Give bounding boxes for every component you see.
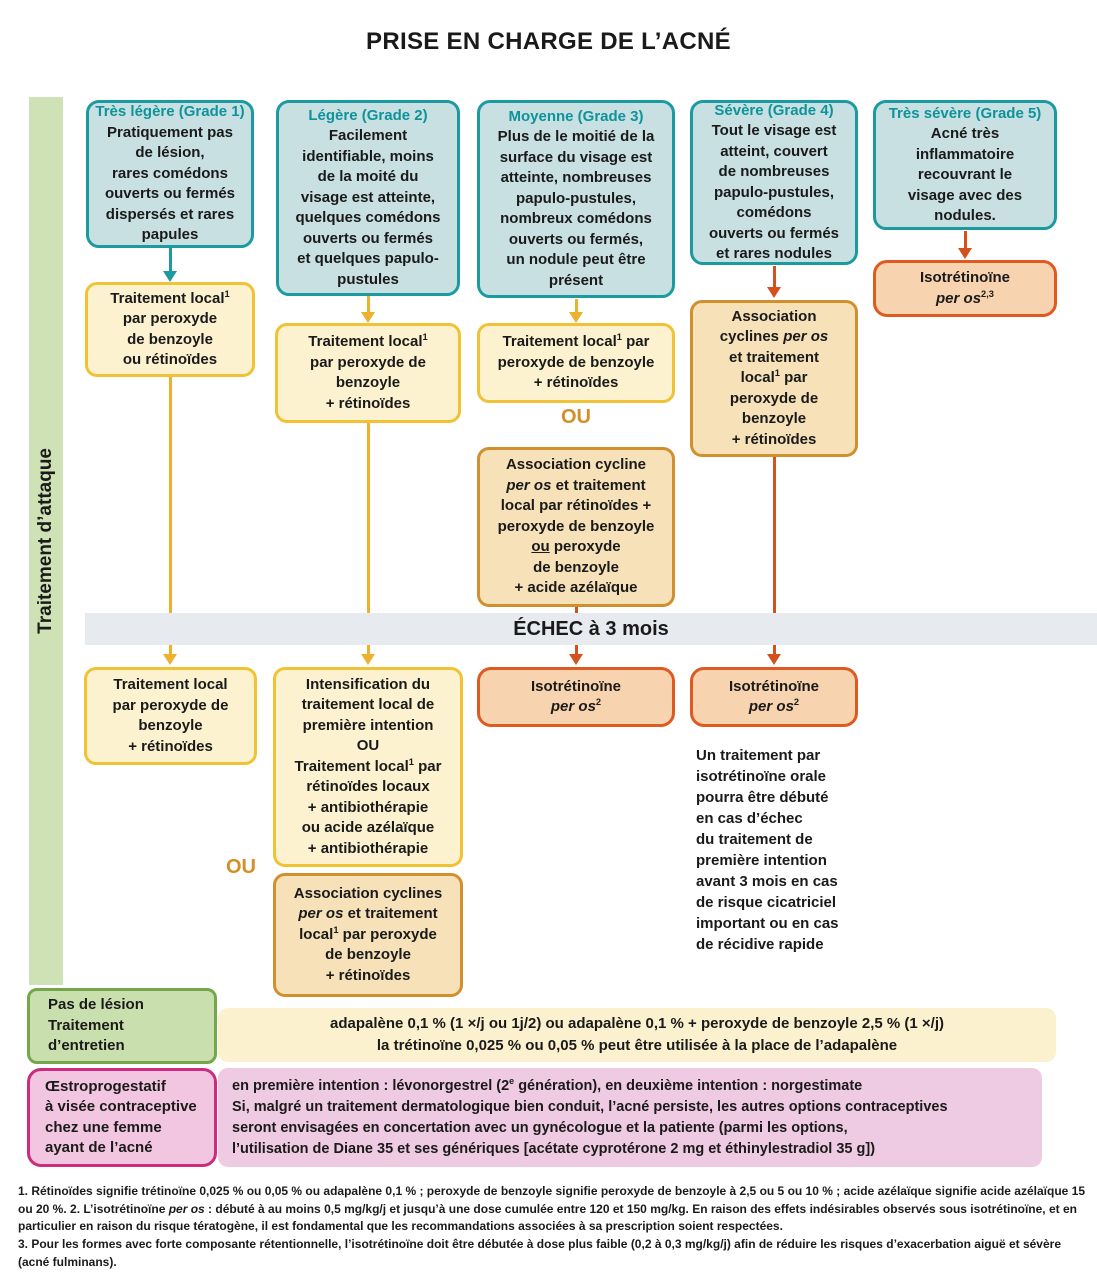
grade1-second-line-text: Traitement local par peroxyde de benzoyle + rétinoïdes [112, 676, 229, 755]
grade-2-description: Facilement identifiable, moins de la moité du visage est atteinte, quelques comédons ouverts ou fermés et quelques papulo- pustules [295, 127, 441, 288]
arrow-down-icon-post-echec-grade4 [767, 654, 781, 665]
flow-line-grade2 [367, 423, 370, 613]
grade3-local-treatment-box [477, 323, 675, 403]
grade-4-box [690, 100, 858, 265]
arrow-down-icon-grade4 [767, 287, 781, 298]
arrow-down-icon-post-echec-grade1 [163, 654, 177, 665]
maintenance-box [27, 988, 217, 1064]
attack-phase-label: Traitement d’attaque [35, 448, 56, 634]
grade-2-box [276, 100, 460, 296]
grade4-cycline-association-text: Association cyclines per os et traitement local$^1$ par peroxyde de benzoyle + rétinoïdes [719, 307, 829, 448]
or-label-grade2: OU [226, 856, 256, 878]
grade-3-title: Moyenne (Grade 3) [508, 107, 644, 125]
grade-2-title: Légère (Grade 2) [308, 106, 428, 124]
grade1-local-treatment-text: Traitement local$^1$ par peroxyde de benzoyle ou rétinoïdes [110, 288, 230, 368]
arrow-down-icon-grade1 [163, 271, 177, 282]
page-title: PRISE EN CHARGE DE L’ACNÉ [366, 28, 731, 55]
flow-line-grade1 [169, 377, 172, 613]
grade2-intensification-box [273, 667, 463, 867]
grade3-local-treatment-text: Traitement local$^1$ par peroxyde de benzoyle + rétinoïdes [497, 332, 655, 392]
footnote-1-2: 1. Rétinoïdes signifie trétinoïne 0,025 % ou 0,05 % ou adapalène 0,1 % ; peroxyde de benzoyle signifie peroxyde de benzoyle à 2,5 ou 5 ou 10 % ; acide azélaïque signifie acide azélaïque 15 ou 20 %. 2. L’isotrétinoïne per os : débuté à au moins 0,5 mg/kg/j et jusqu’à une dose cumulée entre 120 et 150 mg/kg. En raison des effets indésirables observés sous isotrétinoïne, et en particulier en raison du risque tératogène, il est fondamental que les recommandations associées à sa prescription soient respectées. [18, 1184, 1086, 1233]
grade4-isotretinoin-text: Isotrétinoïne per $os^2$ [728, 677, 819, 715]
connector-grade3 [575, 299, 578, 313]
grade5-isotretinoin-text: Isotrétinoïne per os$^{2,3}$ [919, 269, 1010, 307]
arrow-down-icon-post-echec-grade3 [569, 654, 583, 665]
contraception-box-text: Œstroprogestatif à visée contraceptive chez une femme ayant de l’acné [45, 1077, 197, 1156]
attack-phase-bar [29, 97, 63, 985]
echec-label: ÉCHEC à 3 mois [513, 617, 669, 640]
connector-grade4 [773, 266, 776, 288]
grade-4-title: Sévère (Grade 4) [714, 101, 834, 119]
contraception-band-text: en première intention : lévonorgestrel (2e génération), en deuxième intention : norgestimate Si, malgré un traitement dermatologique bien conduit, l’acné persiste, les autres options contraceptives seront envisagées en concertation avec un gynécologue et la patiente (parmi les options, l’utilisation de Diane 35 et ses génériques [acétate cyprotérone 2 mg et éthinylestradiol 35 g]) [232, 1075, 948, 1157]
grade1-local-treatment-box [85, 282, 255, 377]
grade4-isotretinoin-note: Un traitement par isotrétinoïne orale pourra être débuté en cas d’échec du traitement de première intention avant 3 mois en cas de risque cicatriciel important ou en cas de récidive rapide [696, 747, 839, 953]
grade-5-title: Très sévère (Grade 5) [888, 104, 1042, 122]
maintenance-band [218, 1008, 1056, 1062]
grade5-isotretinoin-box [873, 260, 1057, 317]
grade3-cycline-association-text: Association cycline per os et traitement local par rétinoïdes + peroxyde de benzoyle ou peroxyde de benzoyle + acide azélaïque [497, 456, 655, 597]
flow-line-grade4 [773, 457, 776, 613]
grade4-cycline-association-box [690, 300, 858, 457]
grade-5-description: Acné très inflammatoire recouvrant le visage avec des nodules. [907, 125, 1023, 224]
grade2-cycline-association-box [273, 873, 463, 997]
maintenance-band-text: adapalène 0,1 % (1 ×/j ou 1j/2) ou adapalène 0,1 % + peroxyde de benzoyle 2,5 % (1 ×/j) la trétinoïne 0,025 % ou 0,05 % peut être utilisée à la place de l’adapalène [330, 1015, 944, 1054]
arrow-down-icon-grade5 [958, 248, 972, 259]
or-label-grade3: OU [561, 406, 591, 428]
maintenance-box-text: Pas de lésion Traitement d’entretien [48, 996, 144, 1055]
arrow-down-icon-grade2 [361, 312, 375, 323]
grade4-isotretinoin-box [690, 667, 858, 727]
arrow-down-icon-post-echec-grade2 [361, 654, 375, 665]
grade-1-title: Très légère (Grade 1) [95, 103, 245, 121]
grade-5-box [873, 100, 1057, 230]
grade-1-description: Pratiquement pas de lésion, rares comédons ouverts ou fermés dispersés et rares papules [104, 123, 236, 244]
contraception-band [218, 1068, 1042, 1167]
grade2-cycline-association-text: Association cyclines per os et traitement local$^1$ par peroxyde de benzoyle + rétinoïdes [293, 884, 443, 984]
grade2-intensification-text: Intensification du traitement local de première intention OU Traitement local$^1$ par rétinoïdes locaux + antibiothérapie ou acide azélaïque + antibiothérapie [294, 675, 442, 857]
grade-1-box [86, 100, 254, 248]
grade1-second-line-box [84, 667, 257, 765]
grade3-isotretinoin-text: Isotrétinoïne per $os^2$ [530, 677, 621, 715]
grade2-local-treatment-box [275, 323, 461, 423]
connector-grade1 [169, 248, 172, 272]
contraception-box [27, 1068, 217, 1167]
arrow-down-icon-grade3 [569, 312, 583, 323]
grade3-cycline-association-box [477, 447, 675, 607]
connector-grade5 [964, 231, 967, 249]
grade-3-description: Plus de le moitié de la surface du visage est atteinte, nombreuses papulo-pustules, nombreux comédons ouverts ou fermés, un nodule peut être présent [497, 128, 655, 289]
grade2-local-treatment-text: Traitement local$^1$ par peroxyde de benzoyle + rétinoïdes [308, 332, 428, 412]
connector-grade2 [367, 296, 370, 313]
grade-3-box [477, 100, 675, 298]
grade-4-description: Tout le visage est atteint, couvert de nombreuses papulo-pustules, comédons ouverts ou fermés et rares nodules [708, 122, 840, 262]
echec-band [85, 613, 1097, 645]
grade3-isotretinoin-box [477, 667, 675, 727]
footnote-3: 3. Pour les formes avec forte composante rétentionnelle, l’isotrétinoïne doit être débutée à dose plus faible (0,2 à 0,3 mg/kg/j) afin de réduire les risques d’exacerbation aiguë et sévère (acné fulminans). [18, 1237, 1061, 1269]
